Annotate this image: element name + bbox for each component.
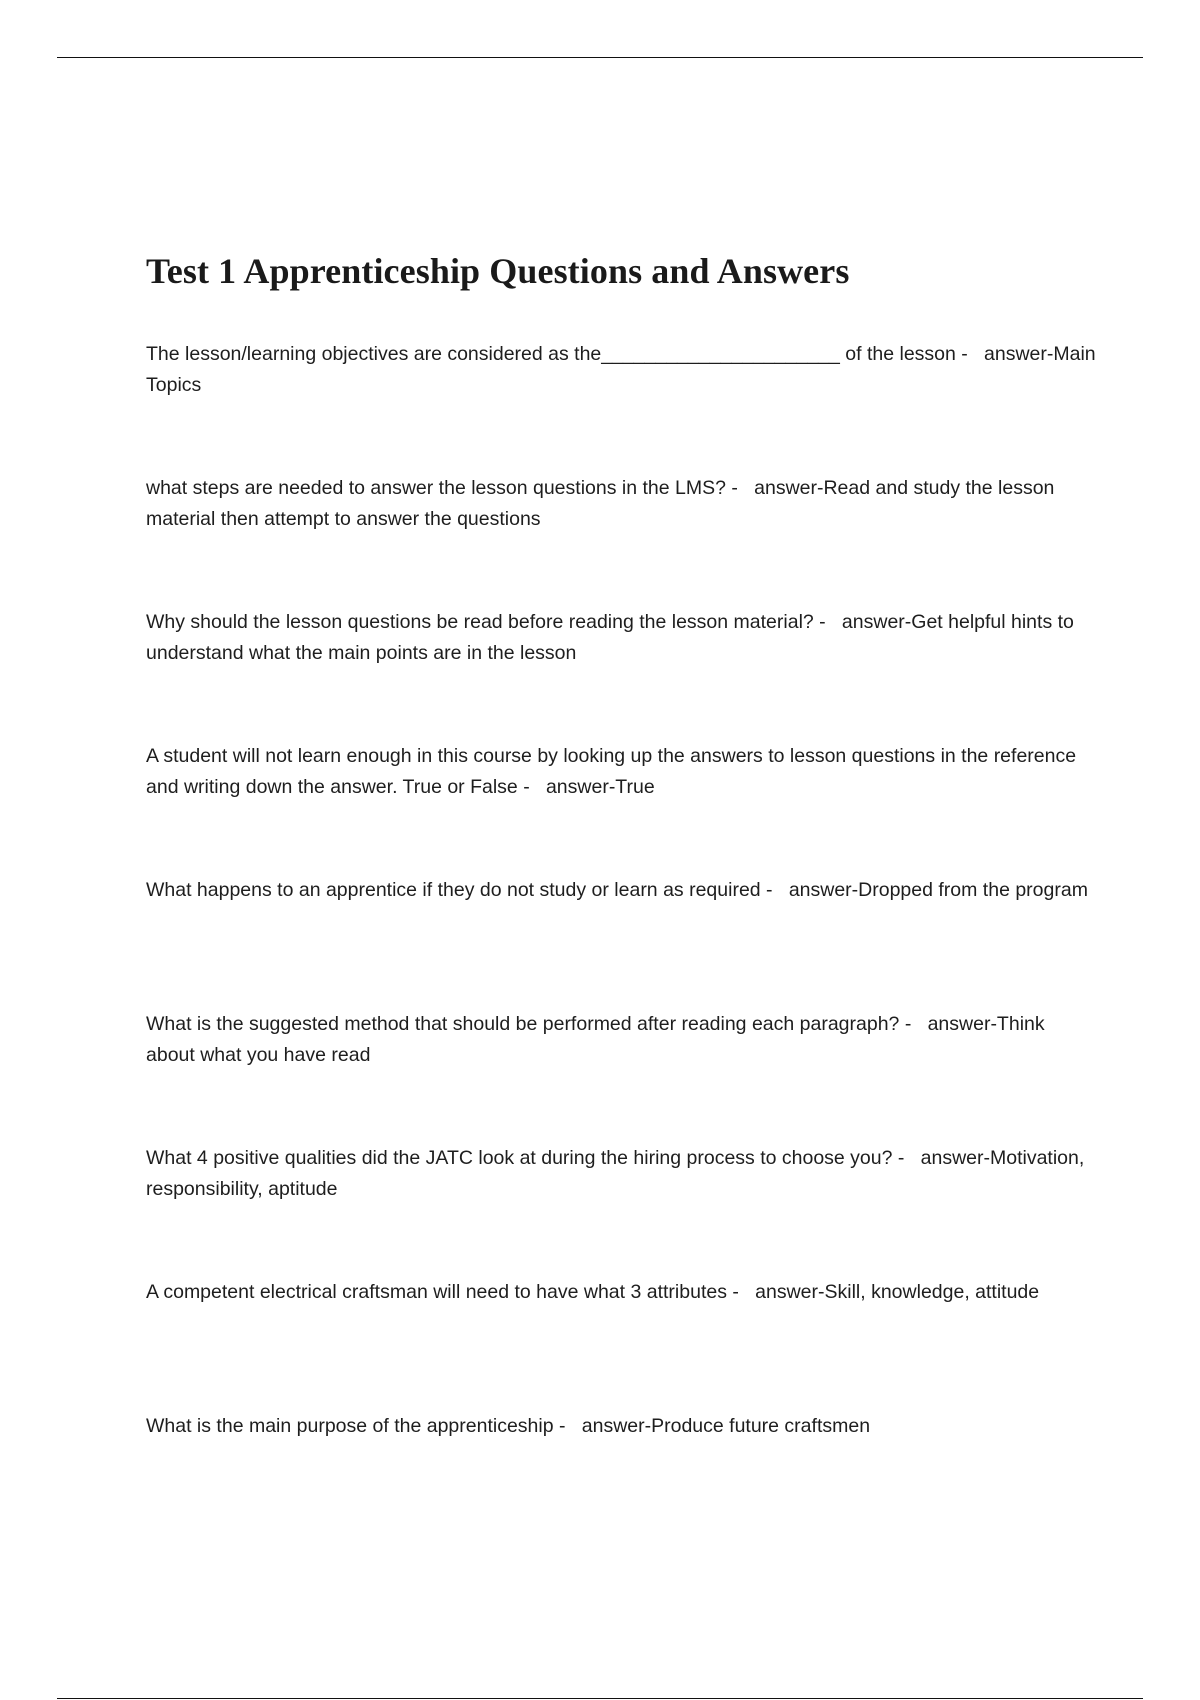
qa-separator: - xyxy=(892,1147,921,1169)
question-text: Why should the lesson questions be read before reading the lesson material? xyxy=(146,611,814,633)
qa-item xyxy=(146,473,1096,607)
qa-separator: - xyxy=(725,477,755,499)
qa-item xyxy=(146,339,1096,473)
answer-text: answer-True xyxy=(545,776,655,798)
answer-text: answer-Skill, knowledge, attitude xyxy=(755,1281,1040,1303)
top-rule xyxy=(57,57,1143,58)
question-text: A student will not learn enough in this course by looking up the answers to lesson questions in the reference and writing down the answer. True or False xyxy=(146,745,1077,798)
answer-text: answer-Think about what you have read xyxy=(146,1013,1045,1066)
qa-separator: - xyxy=(760,879,789,901)
document-title: Test 1 Apprenticeship Questions and Answers xyxy=(146,251,850,291)
question-text: A competent electrical craftsman will need to have what 3 attributes xyxy=(146,1281,727,1303)
qa-item xyxy=(146,1143,1096,1277)
qa-item xyxy=(146,875,1096,1009)
question-text: The lesson/learning objectives are considered as the______________________ of the lesson xyxy=(146,343,956,365)
question-text: What is the suggested method that should be performed after reading each paragraph? xyxy=(146,1013,900,1035)
qa-separator: - xyxy=(899,1013,928,1035)
qa-item xyxy=(146,607,1096,741)
question-text: What happens to an apprentice if they do not study or learn as required xyxy=(146,879,761,901)
qa-separator: - xyxy=(813,611,842,633)
question-text: what steps are needed to answer the lesson questions in the LMS? xyxy=(146,477,726,499)
qa-list xyxy=(146,339,1096,1442)
qa-item xyxy=(146,1411,1096,1442)
answer-text: answer-Motivation, responsibility, aptitude xyxy=(146,1147,1085,1200)
answer-text: answer-Dropped from the program xyxy=(788,879,1088,901)
qa-item xyxy=(146,1277,1096,1411)
question-text: What is the main purpose of the apprenticeship xyxy=(146,1415,554,1437)
question-text: What 4 positive qualities did the JATC look at during the hiring process to choose you? xyxy=(146,1147,893,1169)
answer-text: answer-Get helpful hints to understand what the main points are in the lesson xyxy=(146,611,1074,664)
qa-separator: - xyxy=(726,1281,756,1303)
qa-separator: - xyxy=(517,776,546,798)
document-body xyxy=(146,245,1096,1442)
answer-text: answer-Main Topics xyxy=(146,343,1096,396)
qa-item xyxy=(146,741,1096,875)
answer-text: answer-Produce future craftsmen xyxy=(581,1415,871,1437)
qa-separator: - xyxy=(553,1415,582,1437)
qa-item xyxy=(146,1009,1096,1143)
answer-text: answer-Read and study the lesson material then attempt to answer the questions xyxy=(146,477,1055,530)
bottom-rule xyxy=(57,1698,1143,1699)
qa-separator: - xyxy=(955,343,985,365)
